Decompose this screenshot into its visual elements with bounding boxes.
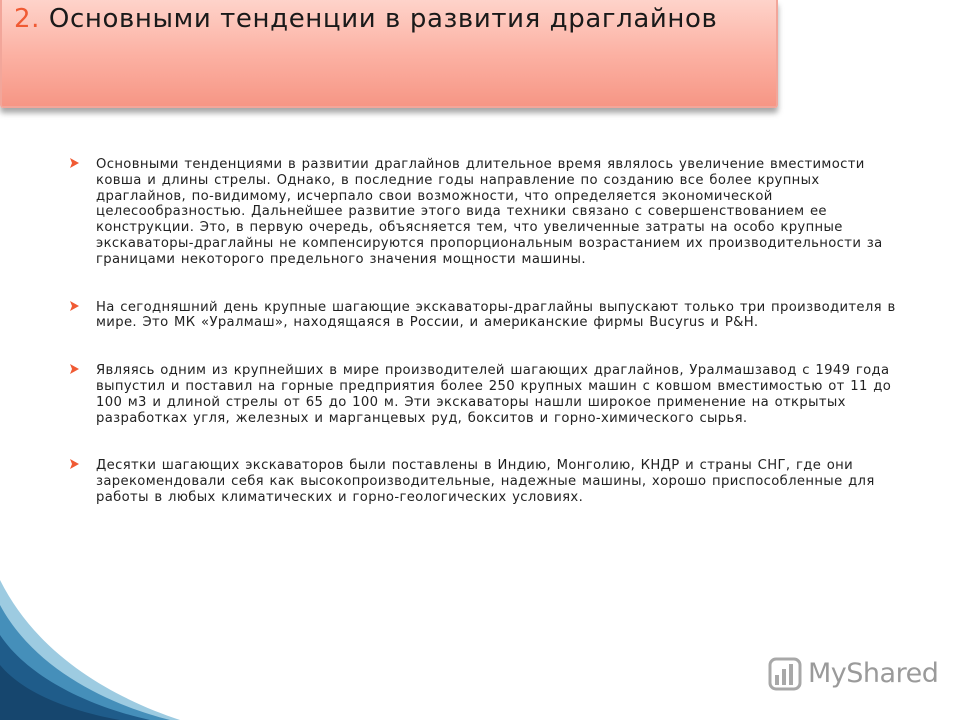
arrow-bullet-icon (68, 363, 80, 375)
arrow-bullet-icon (68, 157, 80, 169)
arrow-bullet-icon (68, 300, 80, 312)
slide-body (66, 157, 906, 506)
arrow-bullet-icon (68, 458, 80, 470)
slide-title (14, 4, 717, 34)
watermark-logo (766, 656, 938, 692)
watermark-text: MyShared (808, 658, 939, 689)
paragraph-trends: Основными тенденциями в развитии драглайнов длительное время являлось увеличение вместимости ковша и длины стрелы. Однако, в последние годы направление по созданию все более крупных драглайнов, по-видимому, исчерпало свои возможности, что определяется экономической целесообразностью. Дальнейшее развитие этого вида техники связано с совершенствованием ее конструкции. Это, в первую очередь, объясняется тем, что увеличенные затраты на особо крупные экскаваторы-драглайны не компенсируются пропорциональным возрастанием их производительности за границами некоторого предельного значения мощности машины. (66, 157, 906, 268)
paragraph-uralmash: Являясь одним из крупнейших в мире производителей шагающих драглайнов, Уралмашзавод с 1949 года выпустил и поставил на горные предприятия более 250 крупных машин с ковшом вместимостью от 11 до 100 м3 и длиной стрелы от 65 до 100 м. Эти экскаваторы нашли широкое применение на открытых разработках угля, железных и марганцевых руд, бокситов и горно-химического сырья. (66, 363, 906, 426)
paragraph-manufacturers: На сегодняшний день крупные шагающие экскаваторы-драглайны выпускают только три производителя в мире. Это МК «Уралмаш», находящаяся в России, и американские фирмы Bucyrus и P&H. (66, 300, 906, 332)
corner-wave-decoration (0, 580, 180, 720)
slide-number: 2. (14, 4, 41, 34)
myshared-logo-icon (766, 656, 804, 692)
paragraph-exports: Десятки шагающих экскаваторов были поставлены в Индию, Монголию, КНДР и страны СНГ, где они зарекомендовали себя как высокопроизводительные, надежные машины, хорошо приспособленные для работы в любых климатических и горно-геологических условиях. (66, 458, 906, 505)
slide-title-text: Основными тенденции в развития драглайнов (48, 4, 718, 34)
title-banner (0, 0, 778, 108)
